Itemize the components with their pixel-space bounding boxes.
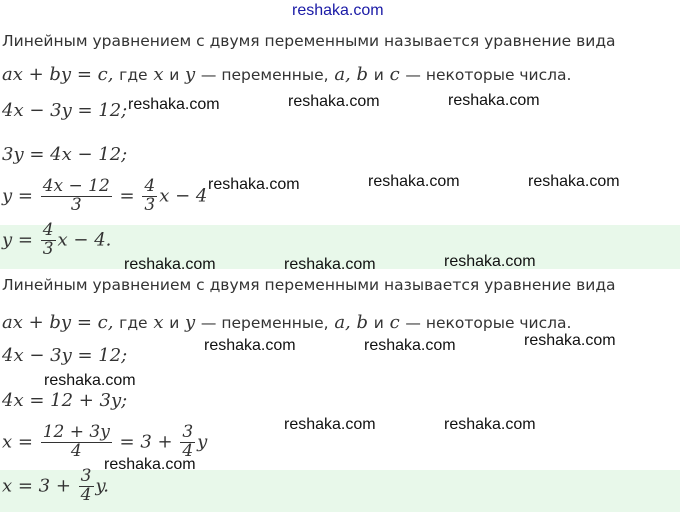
watermark: reshaka.com bbox=[524, 332, 616, 349]
watermark: reshaka.com bbox=[444, 253, 536, 270]
fraction-numerator: 4 bbox=[42, 220, 54, 240]
coeffs-ab: a, b bbox=[334, 64, 369, 85]
watermark: reshaka.com bbox=[288, 93, 380, 110]
lhs: x = bbox=[2, 431, 33, 453]
fraction-denominator: 4 bbox=[80, 484, 92, 505]
watermark: reshaka.com bbox=[284, 416, 376, 433]
answer-equation bbox=[2, 468, 109, 505]
general-form-expr: ax + by = c, bbox=[2, 64, 114, 85]
coeffs-ab: a, b bbox=[334, 312, 369, 333]
var-x: x bbox=[153, 64, 164, 85]
fraction bbox=[41, 424, 112, 461]
text-variables: — переменные, bbox=[200, 314, 329, 332]
word-i: и bbox=[169, 314, 180, 332]
watermark: reshaka.com bbox=[368, 173, 460, 190]
definition-text: Линейным уравнением с двумя переменными называется уравнение вида bbox=[2, 276, 616, 294]
word-i: и bbox=[169, 66, 180, 84]
coefficient-fraction bbox=[79, 468, 94, 505]
equals-sign: = 3 + bbox=[119, 431, 173, 453]
coefficient-fraction bbox=[142, 178, 157, 215]
lhs: y = bbox=[2, 185, 33, 207]
lhs: y = bbox=[2, 229, 33, 251]
text-variables: — переменные, bbox=[200, 66, 329, 84]
text-numbers: — некоторые числа. bbox=[405, 314, 572, 332]
answer-equation bbox=[2, 222, 111, 259]
coefficient-fraction bbox=[41, 222, 56, 259]
watermark: reshaka.com bbox=[128, 96, 220, 113]
general-form-line bbox=[2, 312, 572, 333]
rest: x − 4 bbox=[159, 185, 208, 207]
var-y: y bbox=[185, 312, 196, 333]
watermark: reshaka.com bbox=[204, 337, 296, 354]
site-header-link[interactable]: reshaka.com bbox=[292, 2, 384, 19]
equation-step-2: 3y = 4x − 12; bbox=[2, 144, 128, 165]
fraction-denominator: 4 bbox=[182, 440, 194, 461]
definition-text: Линейным уравнением с двумя переменными называется уравнение вида bbox=[2, 32, 616, 50]
coeff-c: c bbox=[389, 64, 400, 85]
watermark: reshaka.com bbox=[124, 256, 216, 273]
general-form-expr: ax + by = c, bbox=[2, 312, 114, 333]
watermark: reshaka.com bbox=[364, 337, 456, 354]
watermark: reshaka.com bbox=[44, 372, 136, 389]
watermark: reshaka.com bbox=[284, 256, 376, 273]
coeff-c: c bbox=[389, 312, 400, 333]
fraction-denominator: 4 bbox=[70, 440, 82, 461]
fraction-numerator: 4x − 12 bbox=[42, 176, 110, 196]
text-numbers: — некоторые числа. bbox=[405, 66, 572, 84]
fraction-numerator: 3 bbox=[182, 422, 194, 442]
lhs: x = 3 + bbox=[2, 475, 71, 497]
word-i: и bbox=[373, 314, 384, 332]
rest: y bbox=[197, 431, 208, 453]
watermark: reshaka.com bbox=[208, 176, 300, 193]
rest: y. bbox=[95, 475, 109, 497]
fraction-numerator: 4 bbox=[144, 176, 156, 196]
fraction-numerator: 3 bbox=[80, 466, 92, 486]
fraction-denominator: 3 bbox=[42, 238, 54, 259]
general-form-line bbox=[2, 64, 572, 85]
watermark: reshaka.com bbox=[104, 456, 196, 473]
fraction-denominator: 3 bbox=[144, 194, 156, 215]
word-i: и bbox=[373, 66, 384, 84]
equation-step-3 bbox=[2, 178, 207, 215]
word-gde: где bbox=[119, 66, 148, 84]
equals-sign: = bbox=[119, 185, 135, 207]
fraction bbox=[41, 178, 112, 215]
watermark: reshaka.com bbox=[448, 92, 540, 109]
watermark: reshaka.com bbox=[444, 416, 536, 433]
word-gde: где bbox=[119, 314, 148, 332]
fraction-numerator: 12 + 3y bbox=[42, 422, 110, 442]
var-y: y bbox=[185, 64, 196, 85]
fraction-denominator: 3 bbox=[70, 194, 82, 215]
watermark: reshaka.com bbox=[528, 173, 620, 190]
equation-step-1: 4x − 3y = 12; bbox=[2, 100, 128, 121]
equation-step-2: 4x = 12 + 3y; bbox=[2, 390, 128, 411]
rest: x − 4. bbox=[57, 229, 112, 251]
var-x: x bbox=[153, 312, 164, 333]
equation-step-1: 4x − 3y = 12; bbox=[2, 345, 128, 366]
